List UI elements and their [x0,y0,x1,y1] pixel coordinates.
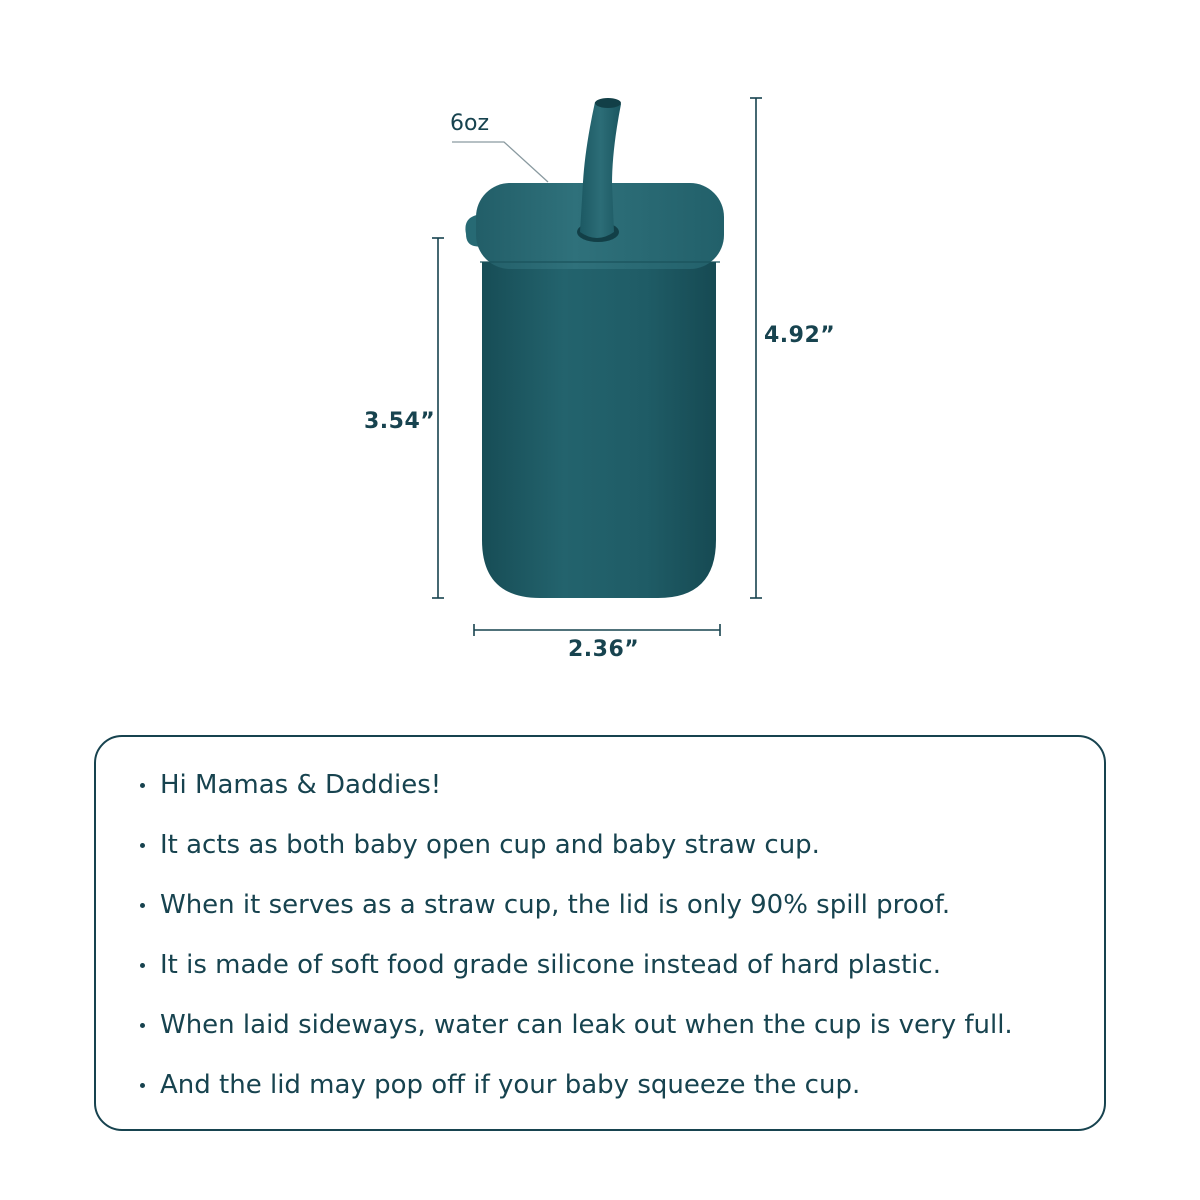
bullet-icon [140,783,145,788]
total-height-label: 4.92” [764,323,836,348]
notes-list [136,765,1074,1125]
capacity-leader [452,142,548,182]
note-text: It is made of soft food grade silicone instead of hard plastic. [160,950,941,980]
capacity-label: 6oz [450,111,490,136]
cup-body [482,262,716,598]
body-height-label: 3.54” [364,409,436,434]
note-item [136,885,1074,945]
bullet-icon [140,1083,145,1088]
note-item [136,1065,1074,1125]
width-dimension-line [474,624,720,636]
note-text: When it serves as a straw cup, the lid is only 90% spill proof. [160,890,951,920]
note-item [136,765,1074,825]
note-text: Hi Mamas & Daddies! [160,770,442,800]
bullet-icon [140,963,145,968]
total-height-dimension-line [750,98,762,598]
bullet-icon [140,1023,145,1028]
bullet-icon [140,903,145,908]
notes-panel [94,735,1106,1131]
note-text: And the lid may pop off if your baby squeeze the cup. [160,1070,861,1100]
note-item [136,1005,1074,1065]
width-label: 2.36” [568,637,640,662]
note-item [136,825,1074,885]
note-text: It acts as both baby open cup and baby straw cup. [160,830,820,860]
note-item [136,945,1074,1005]
bullet-icon [140,843,145,848]
note-text: When laid sideways, water can leak out when the cup is very full. [160,1010,1013,1040]
